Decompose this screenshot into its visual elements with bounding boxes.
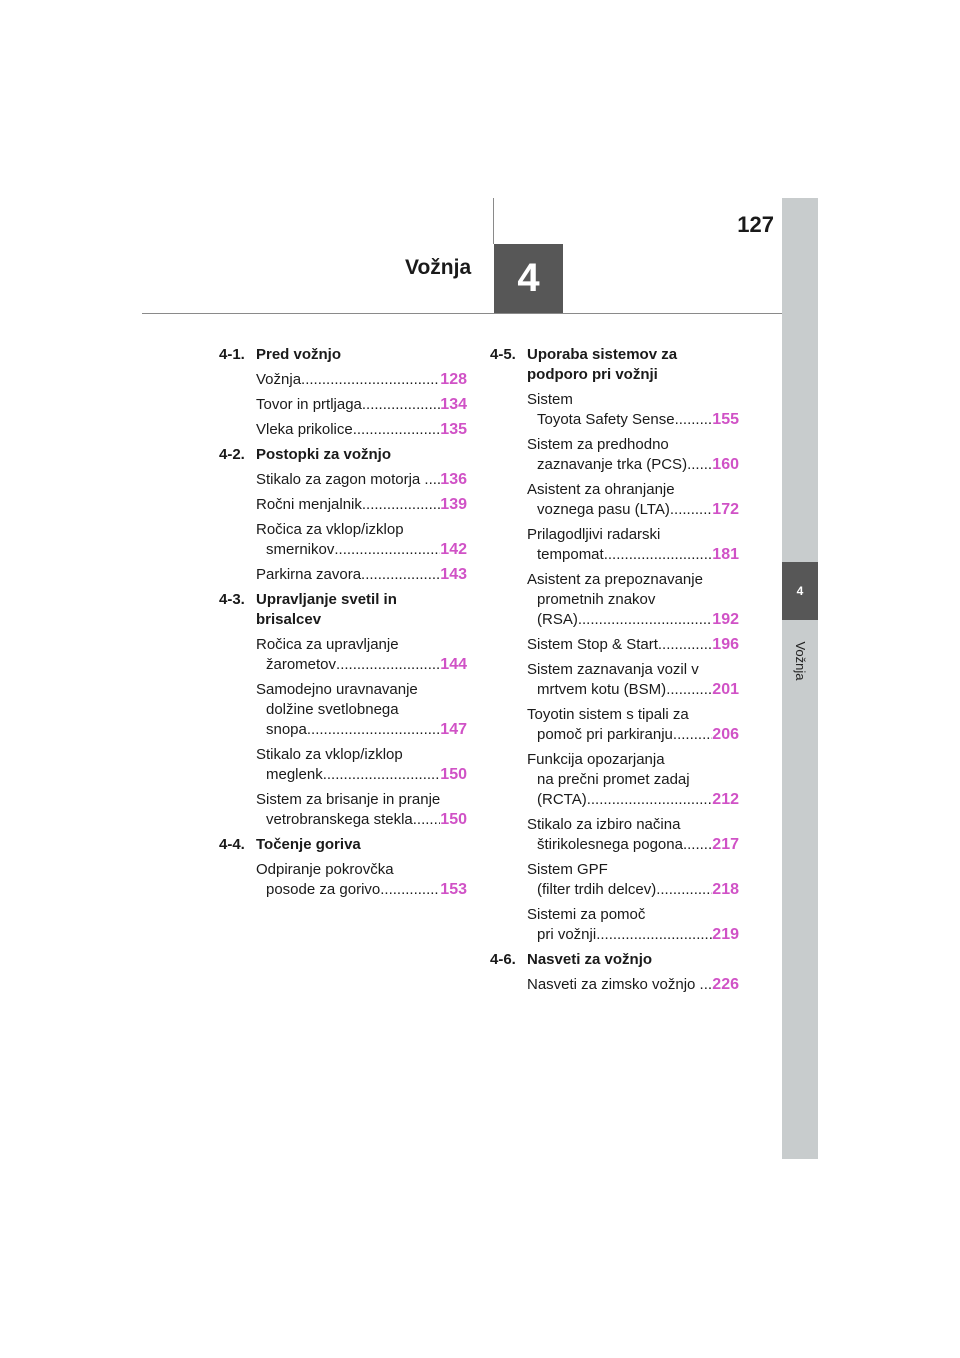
toc-entry-label: prometnih znakov xyxy=(537,591,656,608)
toc-entry-label: tempomat xyxy=(537,546,604,563)
dot-leader xyxy=(301,370,440,390)
toc-entry-line xyxy=(256,495,467,515)
toc-entry-line xyxy=(256,520,467,540)
dot-leader xyxy=(578,610,712,630)
dot-leader xyxy=(361,565,440,585)
toc-entry-label: Asistent za prepoznavanje xyxy=(527,571,703,588)
toc-entry[interactable] xyxy=(527,480,739,520)
toc-entry-label: Stikalo za izbiro načina xyxy=(527,816,681,833)
toc-entry[interactable] xyxy=(527,660,739,700)
toc-entry-label: meglenk xyxy=(266,766,323,783)
toc-entry[interactable] xyxy=(527,815,739,855)
toc-entry-line xyxy=(256,635,467,655)
toc-entry-line xyxy=(527,660,739,680)
toc-entry[interactable] xyxy=(527,525,739,565)
dot-leader xyxy=(596,925,712,945)
toc-entry-line xyxy=(256,370,467,390)
toc-entry-line xyxy=(527,525,739,545)
toc-page-link[interactable]: 181 xyxy=(712,546,739,563)
dot-leader xyxy=(380,880,440,900)
toc-section-heading xyxy=(219,835,467,855)
toc-entry-label: zaznavanje trka (PCS) xyxy=(537,456,688,473)
toc-entry[interactable] xyxy=(256,420,467,440)
toc-entry[interactable] xyxy=(527,390,739,430)
toc-entry-label: Sistem GPF xyxy=(527,861,608,878)
toc-entry-label: voznega pasu (LTA) xyxy=(537,501,670,518)
toc-column-left xyxy=(219,345,467,905)
toc-entry[interactable] xyxy=(527,905,739,945)
toc-entry[interactable] xyxy=(527,705,739,745)
toc-entry[interactable] xyxy=(527,860,739,900)
section-title xyxy=(256,590,467,630)
section-title-line: Nasveti za vožnjo xyxy=(527,951,653,968)
toc-entry-line xyxy=(527,500,739,520)
section-title xyxy=(527,950,739,970)
toc-entry[interactable] xyxy=(256,495,467,515)
toc-entry-label: Ročica za vklop/izklop xyxy=(256,521,404,538)
section-number: 4-3. xyxy=(219,591,245,608)
dot-leader xyxy=(675,410,713,430)
dot-leader xyxy=(673,725,712,745)
section-number: 4-4. xyxy=(219,836,245,853)
toc-page-link[interactable]: 160 xyxy=(712,456,739,473)
toc-entry-line xyxy=(256,540,467,560)
toc-entry-line xyxy=(256,680,467,700)
toc-entry-label: (filter trdih delcev) xyxy=(537,881,657,898)
toc-entry-label: Samodejno uravnavanje xyxy=(256,681,418,698)
toc-section-heading xyxy=(219,445,467,465)
toc-entry-label: Sistem za predhodno xyxy=(527,436,669,453)
toc-entry-label: Toyotin sistem s tipali za xyxy=(527,706,689,723)
toc-entry-label: Sistem zaznavanja vozil v xyxy=(527,661,699,678)
toc-entry-line xyxy=(256,880,467,900)
toc-entry-label: Sistemi za pomoč xyxy=(527,906,646,923)
toc-page-link[interactable]: 219 xyxy=(712,926,739,943)
section-title-line: Postopki za vožnjo xyxy=(256,446,392,463)
toc-entry-label: vetrobranskega stekla xyxy=(266,811,413,828)
toc-entry-line xyxy=(527,725,739,745)
toc-page-link[interactable]: 155 xyxy=(712,411,739,428)
section-title xyxy=(256,345,467,365)
toc-entry-line xyxy=(527,835,739,855)
toc-entry[interactable] xyxy=(527,635,739,655)
toc-page-link[interactable]: 144 xyxy=(440,656,467,673)
dot-leader xyxy=(587,790,713,810)
toc-entry-line xyxy=(256,860,467,880)
section-number: 4-2. xyxy=(219,446,245,463)
toc-entry-line xyxy=(256,470,467,490)
dot-leader xyxy=(353,420,441,440)
dot-leader xyxy=(658,635,712,655)
side-tab-label: Vožnja xyxy=(793,641,808,681)
toc-entry[interactable] xyxy=(256,635,467,675)
toc-entry-line xyxy=(527,750,739,770)
toc-entry-label: Tovor in prtljaga xyxy=(256,396,362,413)
section-title xyxy=(256,445,467,465)
dot-leader xyxy=(704,975,713,995)
toc-entry-line xyxy=(256,565,467,585)
header-horizontal-rule xyxy=(142,313,782,314)
toc-entry-line xyxy=(527,590,739,610)
toc-entry-label: Vožnja xyxy=(256,371,302,388)
toc-page-link[interactable]: 153 xyxy=(440,881,467,898)
toc-page-link[interactable]: 147 xyxy=(440,721,467,738)
toc-page-link[interactable]: 143 xyxy=(440,566,467,583)
dot-leader xyxy=(334,540,440,560)
dot-leader xyxy=(670,500,712,520)
toc-entry[interactable] xyxy=(256,470,467,490)
toc-entry-line xyxy=(527,390,739,410)
toc-page-link[interactable]: 212 xyxy=(712,791,739,808)
section-number: 4-5. xyxy=(490,346,516,363)
toc-page-link[interactable]: 206 xyxy=(712,726,739,743)
toc-section-heading xyxy=(219,345,467,365)
toc-entry-line xyxy=(527,570,739,590)
toc-entry[interactable] xyxy=(256,520,467,560)
dot-leader xyxy=(336,655,440,675)
toc-entry-line xyxy=(256,720,467,740)
toc-entry-label: (RCTA) xyxy=(537,791,587,808)
toc-entry-line xyxy=(527,975,739,995)
dot-leader xyxy=(683,835,712,855)
toc-entry[interactable] xyxy=(256,860,467,900)
toc-entry[interactable] xyxy=(256,790,467,830)
toc-entry[interactable] xyxy=(527,435,739,475)
dot-leader xyxy=(362,495,440,515)
section-title-line: Točenje goriva xyxy=(256,836,361,853)
toc-page-link[interactable]: 139 xyxy=(440,496,467,513)
dot-leader xyxy=(413,810,441,830)
dot-leader xyxy=(433,470,441,490)
toc-entry-label: na prečni promet zadaj xyxy=(537,771,690,788)
toc-entry-label: pomoč pri parkiranju xyxy=(537,726,673,743)
toc-entry-label: Toyota Safety Sense xyxy=(537,411,675,428)
toc-entry-line xyxy=(527,680,739,700)
toc-entry-line xyxy=(527,435,739,455)
toc-entry-line xyxy=(527,545,739,565)
toc-entry-label: Odpiranje pokrovčka xyxy=(256,861,394,878)
side-tab-number[interactable]: 4 xyxy=(782,562,818,620)
toc-page-link[interactable]: 135 xyxy=(440,421,467,438)
section-number: 4-6. xyxy=(490,951,516,968)
toc-entry-label: Funkcija opozarjanja xyxy=(527,751,665,768)
header-vertical-rule xyxy=(493,198,494,244)
toc-entry-line xyxy=(256,655,467,675)
toc-entry-line xyxy=(527,815,739,835)
toc-entry[interactable] xyxy=(256,680,467,740)
toc-entry-line xyxy=(527,480,739,500)
toc-entry-line xyxy=(256,810,467,830)
toc-entry-line xyxy=(527,860,739,880)
toc-entry-label: snopa xyxy=(266,721,307,738)
section-title-line: brisalcev xyxy=(256,611,322,628)
page-number: 127 xyxy=(737,212,774,237)
dot-leader xyxy=(362,395,440,415)
section-title xyxy=(256,835,467,855)
toc-entry[interactable] xyxy=(256,395,467,415)
toc-page-link[interactable]: 142 xyxy=(440,541,467,558)
toc-column-right xyxy=(490,345,739,1000)
toc-entry-line xyxy=(527,705,739,725)
toc-entry[interactable] xyxy=(256,565,467,585)
toc-entry-label: Stikalo za vklop/izklop xyxy=(256,746,403,763)
toc-entry-label: dolžine svetlobnega xyxy=(266,701,399,718)
toc-entry-line xyxy=(527,610,739,630)
section-title-line: Pred vožnjo xyxy=(256,346,342,363)
toc-entry-label: Prilagodljivi radarski xyxy=(527,526,661,543)
toc-entry-line xyxy=(256,790,467,810)
toc-page-link[interactable]: 150 xyxy=(440,811,467,828)
toc-entry-label: mrtvem kotu (BSM) xyxy=(537,681,667,698)
section-title xyxy=(527,345,739,385)
toc-entry-label: Nasveti za zimsko vožnjo . xyxy=(527,976,704,993)
toc-entry-label: Ročica za upravljanje xyxy=(256,636,399,653)
toc-entry[interactable] xyxy=(527,750,739,810)
toc-entry-label: smernikov xyxy=(266,541,335,558)
toc-entry-label: Vleka prikolice xyxy=(256,421,353,438)
dot-leader xyxy=(666,680,712,700)
section-title-line: Uporaba sistemov za xyxy=(527,346,678,363)
toc-entry-line xyxy=(527,410,739,430)
toc-entry-label: Stikalo za zagon motorja .. xyxy=(256,471,433,488)
toc-entry[interactable] xyxy=(256,370,467,390)
toc-page-link[interactable]: 128 xyxy=(440,371,467,388)
toc-section-heading xyxy=(219,590,467,630)
toc-entry-line xyxy=(256,395,467,415)
toc-entry-line xyxy=(256,420,467,440)
toc-entry-label: Parkirna zavora xyxy=(256,566,362,583)
section-title-line: podporo pri vožnji xyxy=(527,366,658,383)
toc-entry-label: Sistem za brisanje in pranje xyxy=(256,791,441,808)
dot-leader xyxy=(323,765,441,785)
toc-entry-line xyxy=(256,745,467,765)
toc-entry-line xyxy=(527,880,739,900)
toc-entry[interactable] xyxy=(256,745,467,785)
toc-section-heading xyxy=(490,345,739,385)
toc-page-link[interactable]: 172 xyxy=(712,501,739,518)
chapter-title: Vožnja xyxy=(405,256,472,279)
toc-entry-label: posode za gorivo xyxy=(266,881,381,898)
toc-page-link[interactable]: 192 xyxy=(712,611,739,628)
dot-leader xyxy=(656,880,712,900)
toc-entry-label: Asistent za ohranjanje xyxy=(527,481,675,498)
toc-page-link[interactable]: 201 xyxy=(712,681,739,698)
toc-page-link[interactable]: 226 xyxy=(712,976,739,993)
toc-section-heading xyxy=(490,950,739,970)
toc-entry[interactable] xyxy=(527,975,739,995)
toc-entry-label: Sistem Stop & Start xyxy=(527,636,658,653)
dot-leader xyxy=(604,545,713,565)
toc-entry-line xyxy=(527,905,739,925)
toc-page-link[interactable]: 217 xyxy=(712,836,739,853)
section-number: 4-1. xyxy=(219,346,245,363)
toc-page-link[interactable]: 218 xyxy=(712,881,739,898)
toc-entry-line xyxy=(527,790,739,810)
toc-entry[interactable] xyxy=(527,570,739,630)
toc-entry-line xyxy=(256,700,467,720)
toc-entry-label: (RSA) xyxy=(537,611,578,628)
dot-leader xyxy=(307,720,440,740)
toc-page-link[interactable]: 136 xyxy=(440,471,467,488)
toc-entry-line xyxy=(527,770,739,790)
toc-entry-label: Sistem xyxy=(527,391,573,408)
toc-entry-line xyxy=(256,765,467,785)
toc-page-link[interactable]: 196 xyxy=(712,636,739,653)
section-title-line: Upravljanje svetil in xyxy=(256,591,397,608)
chapter-number-box: 4 xyxy=(494,244,563,313)
toc-page-link[interactable]: 150 xyxy=(440,766,467,783)
toc-entry-line xyxy=(527,455,739,475)
toc-entry-label: štirikolesnega pogona xyxy=(537,836,683,853)
toc-page-link[interactable]: 134 xyxy=(440,396,467,413)
toc-entry-label: žarometov xyxy=(266,656,337,673)
toc-entry-line xyxy=(527,925,739,945)
dot-leader xyxy=(687,455,712,475)
toc-entry-line xyxy=(527,635,739,655)
toc-entry-label: pri vožnji xyxy=(537,926,597,943)
toc-entry-label: Ročni menjalnik xyxy=(256,496,362,513)
